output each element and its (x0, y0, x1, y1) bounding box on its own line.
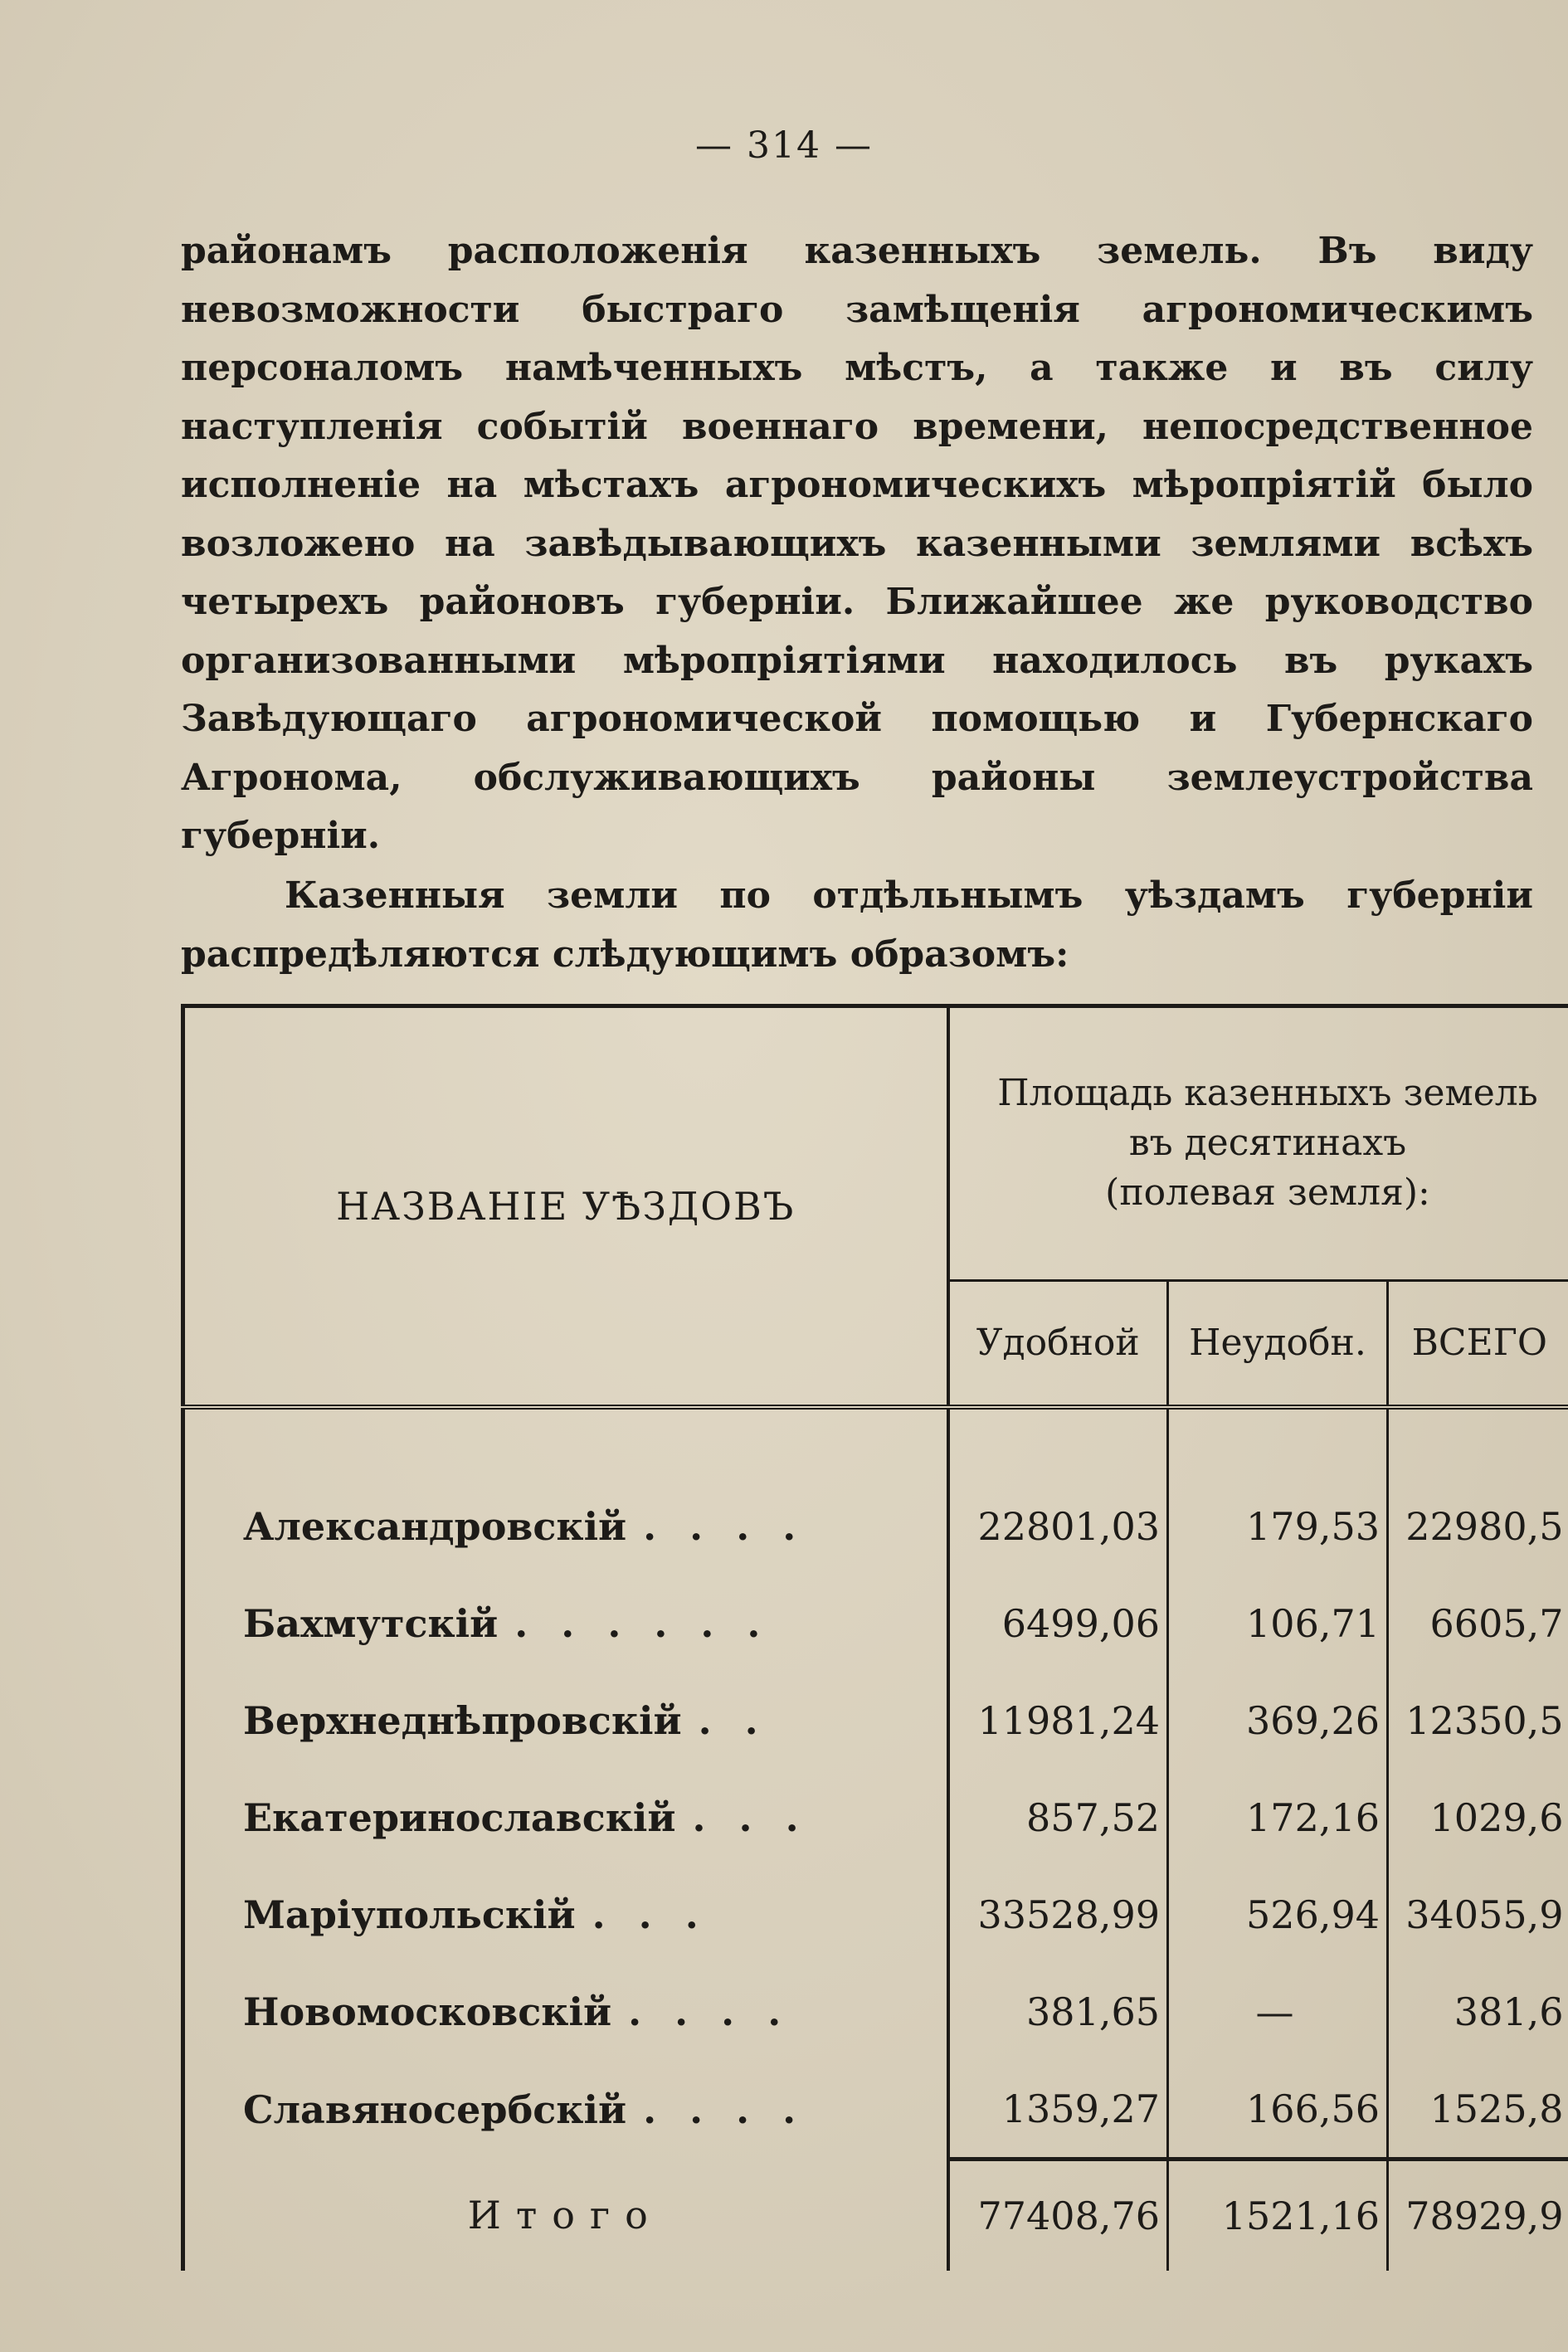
total-value: 381,6 (1454, 1989, 1564, 2034)
district-name: Новомосковскій (243, 1989, 612, 2034)
table-row (183, 1866, 1568, 1963)
convenient-value: 1359,27 (948, 2060, 1168, 2160)
district-name: Екатеринославскій (243, 1794, 676, 1840)
convenient-column-header: Удобной (948, 1280, 1168, 1407)
table-row (183, 1478, 1568, 1575)
inconvenient-value: — (1168, 1963, 1388, 2060)
total-value: 12350,5 (1405, 1697, 1564, 1743)
area-header-line1: Площадь казенныхъ земель (997, 1072, 1538, 1115)
total-label: Итого (183, 2160, 948, 2272)
district-name: Бахмутскій (243, 1600, 499, 1646)
table-row (183, 1672, 1568, 1769)
dot-leader: . . . (592, 1892, 709, 1937)
convenient-value: 857,52 (948, 1769, 1168, 1866)
inconvenient-column-header: Неудобн. (1168, 1280, 1388, 1407)
district-name: Маріупольскій (243, 1892, 576, 1937)
convenient-value: 22801,03 (948, 1478, 1168, 1575)
total-value: 34055,9 (1405, 1892, 1564, 1937)
inconvenient-value: 172,16 (1168, 1769, 1388, 1866)
inconvenient-value: 179,53 (1168, 1478, 1388, 1575)
total-value: 22980,5 (1405, 1503, 1564, 1549)
district-name: Славяносербскій (243, 2087, 627, 2132)
convenient-value: 11981,24 (948, 1672, 1168, 1769)
total-convenient-value: 77408,76 (948, 2160, 1168, 2272)
area-header-line3: (полевая земля): (1105, 1171, 1430, 1215)
district-name-header: НАЗВАНІЕ УѢЗДОВЪ (183, 1006, 948, 1408)
total-value: 1525,8 (1429, 2086, 1564, 2131)
dot-leader: . . . . (643, 2087, 806, 2132)
table-row (183, 1963, 1568, 2060)
inconvenient-value: 106,71 (1168, 1575, 1388, 1672)
dot-leader: . . . . (643, 1503, 806, 1549)
total-column-header: ВСЕГО (1388, 1280, 1568, 1407)
convenient-value: 381,65 (948, 1963, 1168, 2060)
convenient-value: 33528,99 (948, 1866, 1168, 1963)
grand-total-value: 78929,9 (1388, 2160, 1568, 2272)
inconvenient-value: 166,56 (1168, 2060, 1388, 2160)
table-row (183, 1575, 1568, 1672)
convenient-value: 6499,06 (948, 1575, 1168, 1672)
land-area-table (181, 1004, 1568, 2271)
body-paragraph-1: районамъ расположенія казенныхъ земель. Въ виду невозможности быстраго замѣщенія агрономическимъ персоналомъ намѣченныхъ мѣстъ, а также и въ силу наступленія событій военнаго времени, непосредственное исполненіе на мѣстахъ агрономическихъ мѣропріятій было возложено на завѣдывающихъ казенными землями всѣхъ четырехъ районовъ губерніи. Ближайшее же руководство организованными мѣропріятіями находилось въ рукахъ Завѣдующаго агрономической помощью и Губернскаго Агронома, обслуживающихъ районы землеустройства губерніи. (181, 230, 1533, 857)
area-header-line2: въ десятинахъ (1128, 1122, 1407, 1165)
dot-leader: . . . . (628, 1989, 791, 2034)
district-name: Верхнеднѣпровскій (243, 1697, 682, 1743)
table-spacer (183, 1407, 1568, 1478)
inconvenient-value: 526,94 (1168, 1866, 1388, 1963)
total-row (183, 2160, 1568, 2272)
table-row (183, 1769, 1568, 1866)
total-inconvenient-value: 1521,16 (1168, 2160, 1388, 2272)
inconvenient-value: 369,26 (1168, 1672, 1388, 1769)
dot-leader: . . . (692, 1794, 809, 1840)
page-number: — 314 — (695, 124, 873, 167)
total-value: 6605,7 (1429, 1600, 1564, 1646)
area-header (948, 1006, 1568, 1281)
dot-leader: . . (698, 1697, 768, 1743)
dot-leader: . . . . . . (514, 1600, 771, 1646)
district-name: Александровскій (243, 1503, 627, 1549)
total-value: 1029,6 (1429, 1794, 1564, 1840)
table-row (183, 2060, 1568, 2160)
body-paragraph-2: Казенныя земли по отдѣльнымъ уѣздамъ губерніи распредѣляются слѣдующимъ образомъ: (181, 874, 1533, 976)
